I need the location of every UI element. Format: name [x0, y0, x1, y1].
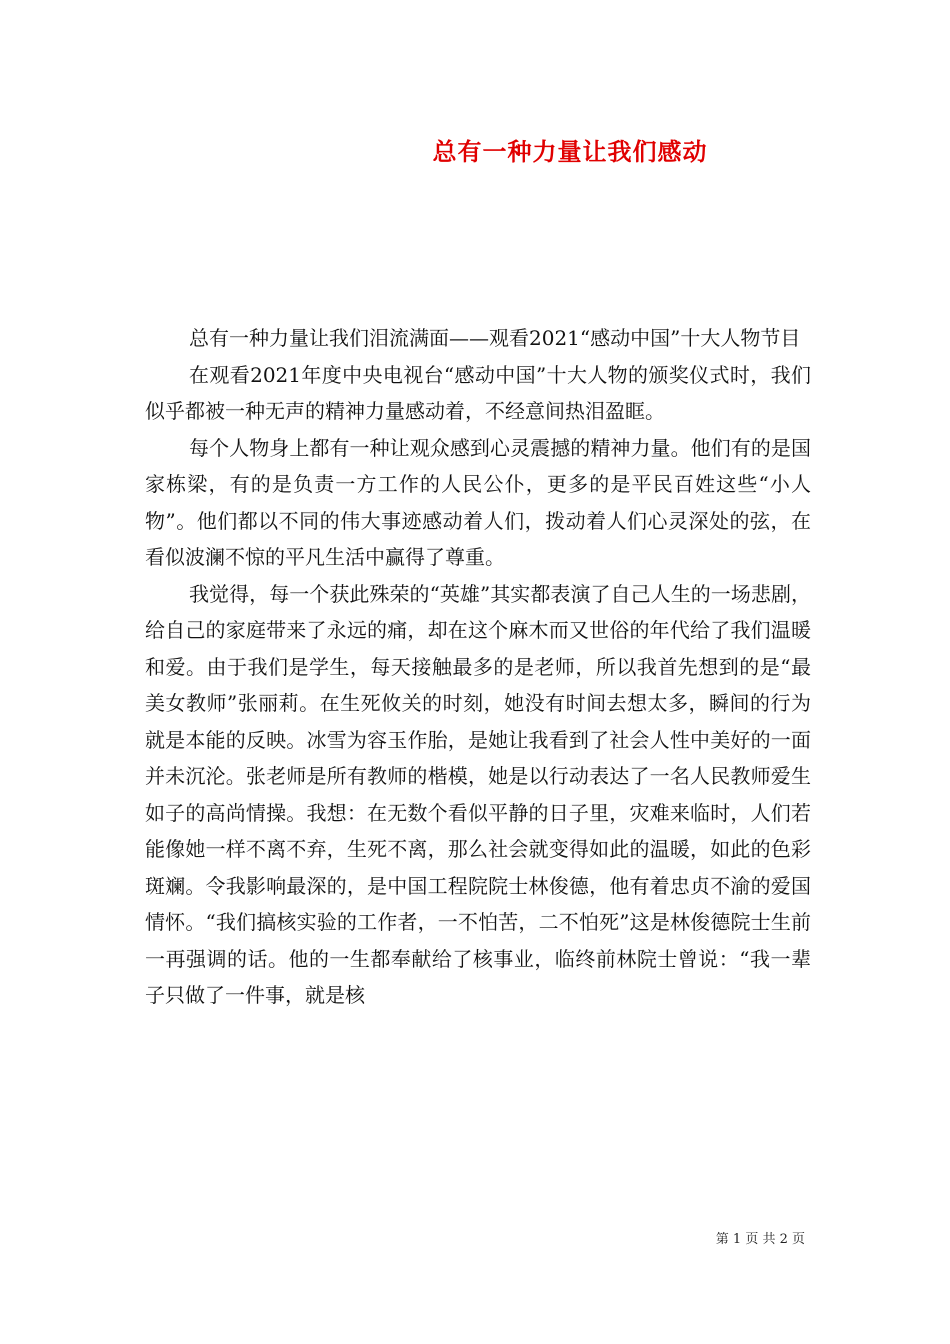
body-paragraph: 在观看2021年度中央电视台“感动中国”十大人物的颁奖仪式时，我们似乎都被一种无声的精神力量感动着，不经意间热泪盈眶。: [145, 362, 811, 423]
body-paragraph: 我觉得，每一个获此殊荣的“英雄”其实都表演了自己人生的一场悲剧，给自己的家庭带来了永远的痛，却在这个麻木而又世俗的年代给了我们温暖和爱。由于我们是学生，每天接触最多的是老师，所以我首先想到的是“最美女教师”张丽莉。在生死攸关的时刻，她没有时间去想太多，瞬间的行为就是本能的反映。冰雪为容玉作胎，是她让我看到了社会人性中美好的一面并未沉沦。张老师是所有教师的楷模，她是以行动表达了一名人民教师爱生如子的高尚情操。我想：在无数个看似平静的日子里，灾难来临时，人们若能像她一样不离不弃，生死不离，那么社会就变得如此的温暖，如此的色彩斑斓。令我影响最深的，是中国工程院院士林俊德，他有着忠贞不渝的爱国情怀。“我们搞核实验的工作者，一不怕苦，二不怕死”这是林俊德院士生前一再强调的话。他的一生都奉献给了核事业，临终前林院士曾说：“我一辈子只做了一件事，就是核: [145, 581, 811, 1007]
article-body: [145, 320, 811, 1014]
body-paragraph: 每个人物身上都有一种让观众感到心灵震撼的精神力量。他们有的是国家栋梁，有的是负责一方工作的人民公仆，更多的是平民百姓这些“小人物”。他们都以不同的伟大事迹感动着人们，拨动着人们心灵深处的弦，在看似波澜不惊的平凡生活中赢得了尊重。: [145, 435, 811, 569]
subtitle-paragraph: 总有一种力量让我们泪流满面——观看2021“感动中国”十大人物节目: [189, 326, 801, 350]
page-number-footer: 第 1 页 共 2 页: [715, 1232, 805, 1247]
page-title: 总有一种力量让我们感动: [432, 137, 708, 166]
